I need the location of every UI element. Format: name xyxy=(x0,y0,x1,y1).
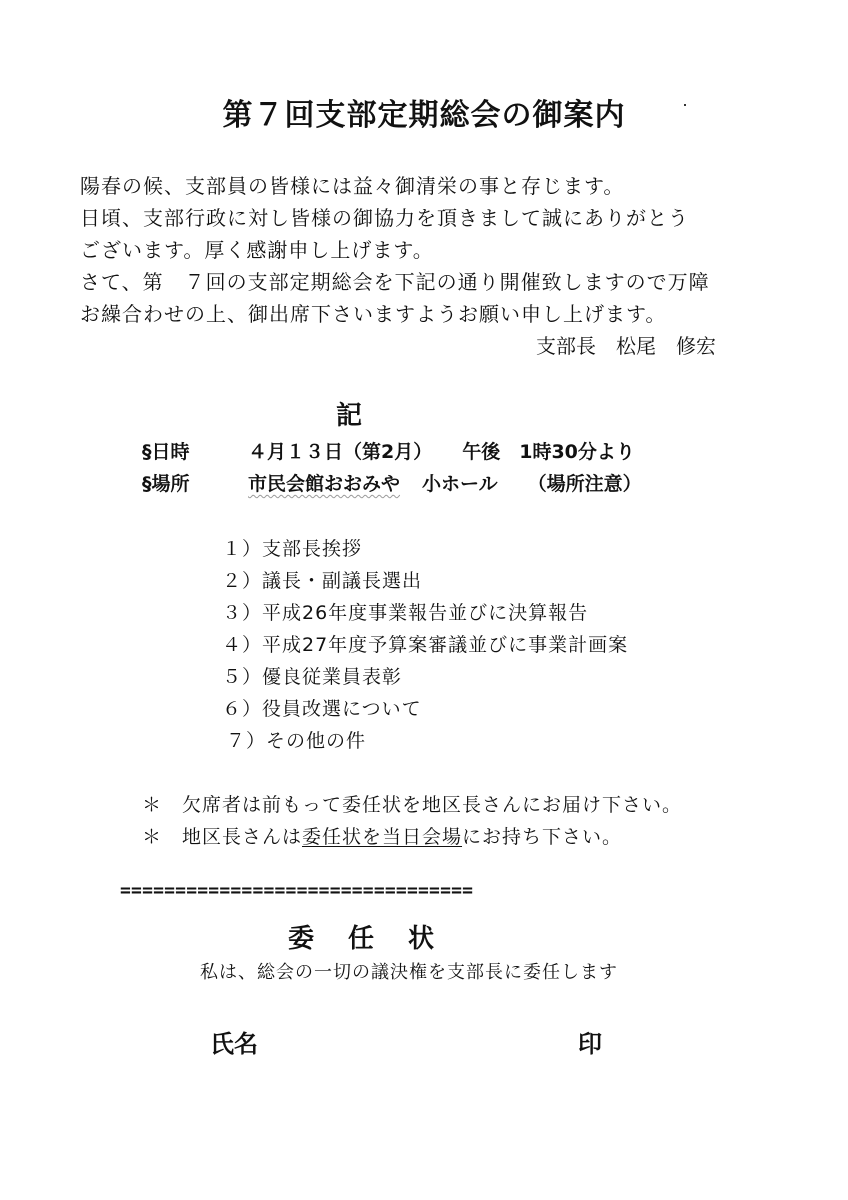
cut-line-divider: ================================ xyxy=(120,880,474,901)
time-value: 午後 1時30分より xyxy=(462,441,635,463)
agenda-item-2: ２）議長・副議長選出 xyxy=(222,570,423,592)
venue-name: 市民会館おおみや xyxy=(248,473,401,495)
venue-note: （場所注意） xyxy=(527,473,642,495)
venue-room: 小ホール xyxy=(422,473,498,495)
intro-line-1: 陽春の候、支部員の皆様には益々御清栄の事と存じます。 xyxy=(80,174,625,198)
document-title: 第７回支部定期総会の御案内 xyxy=(222,98,626,133)
intro-line-5: お繰合わせの上、御出席下さいますようお願い申し上げます。 xyxy=(80,302,667,326)
place-row xyxy=(142,469,642,496)
note-text-post: にお持ち下さい。 xyxy=(462,826,623,848)
proxy-statement: 私は、総会の一切の議決権を支部長に委任します xyxy=(200,962,618,983)
note-text-pre: 地区長さんは xyxy=(182,826,303,848)
date-value: ４月１３日（第2月） xyxy=(248,441,433,463)
note-district-heads xyxy=(142,822,622,849)
agenda-item-4: ４）平成27年度予算案審議並びに事業計画案 xyxy=(222,634,629,656)
note-absentees xyxy=(142,790,682,817)
seal-field-label: 印 xyxy=(578,1030,602,1058)
scan-speck xyxy=(684,104,686,106)
place-label: §場所 xyxy=(142,473,190,495)
agenda-item-3: ３）平成26年度事業報告並びに決算報告 xyxy=(222,602,589,624)
agenda-item-7: ７）その他の件 xyxy=(226,730,367,752)
agenda-item-1: １）支部長挨拶 xyxy=(222,538,363,560)
name-field-label: 氏名 xyxy=(210,1030,258,1058)
proxy-form-title: 委任状 xyxy=(288,924,469,954)
date-label: §日時 xyxy=(142,441,190,463)
signer: 支部長 松尾 修宏 xyxy=(536,334,716,358)
note-bullet: ＊ xyxy=(142,794,163,816)
note-bullet: ＊ xyxy=(142,826,163,848)
note-text-underlined: 委任状を当日会場 xyxy=(302,826,463,848)
date-row xyxy=(142,437,635,464)
note-text: 欠席者は前もって委任状を地区長さんにお届け下さい。 xyxy=(182,794,683,816)
agenda-item-6: ６）役員改選について xyxy=(222,698,422,720)
intro-line-3: ございます。厚く感謝申し上げます。 xyxy=(80,238,434,262)
intro-line-2: 日頃、支部行政に対し皆様の御協力を頂きまして誠にありがとう xyxy=(80,206,689,230)
agenda-item-5: ５）優良従業員表彰 xyxy=(222,666,403,688)
ki-heading: 記 xyxy=(336,401,363,431)
intro-line-4: さて、第 ７回の支部定期総会を下記の通り開催致しますので万障 xyxy=(80,270,710,294)
